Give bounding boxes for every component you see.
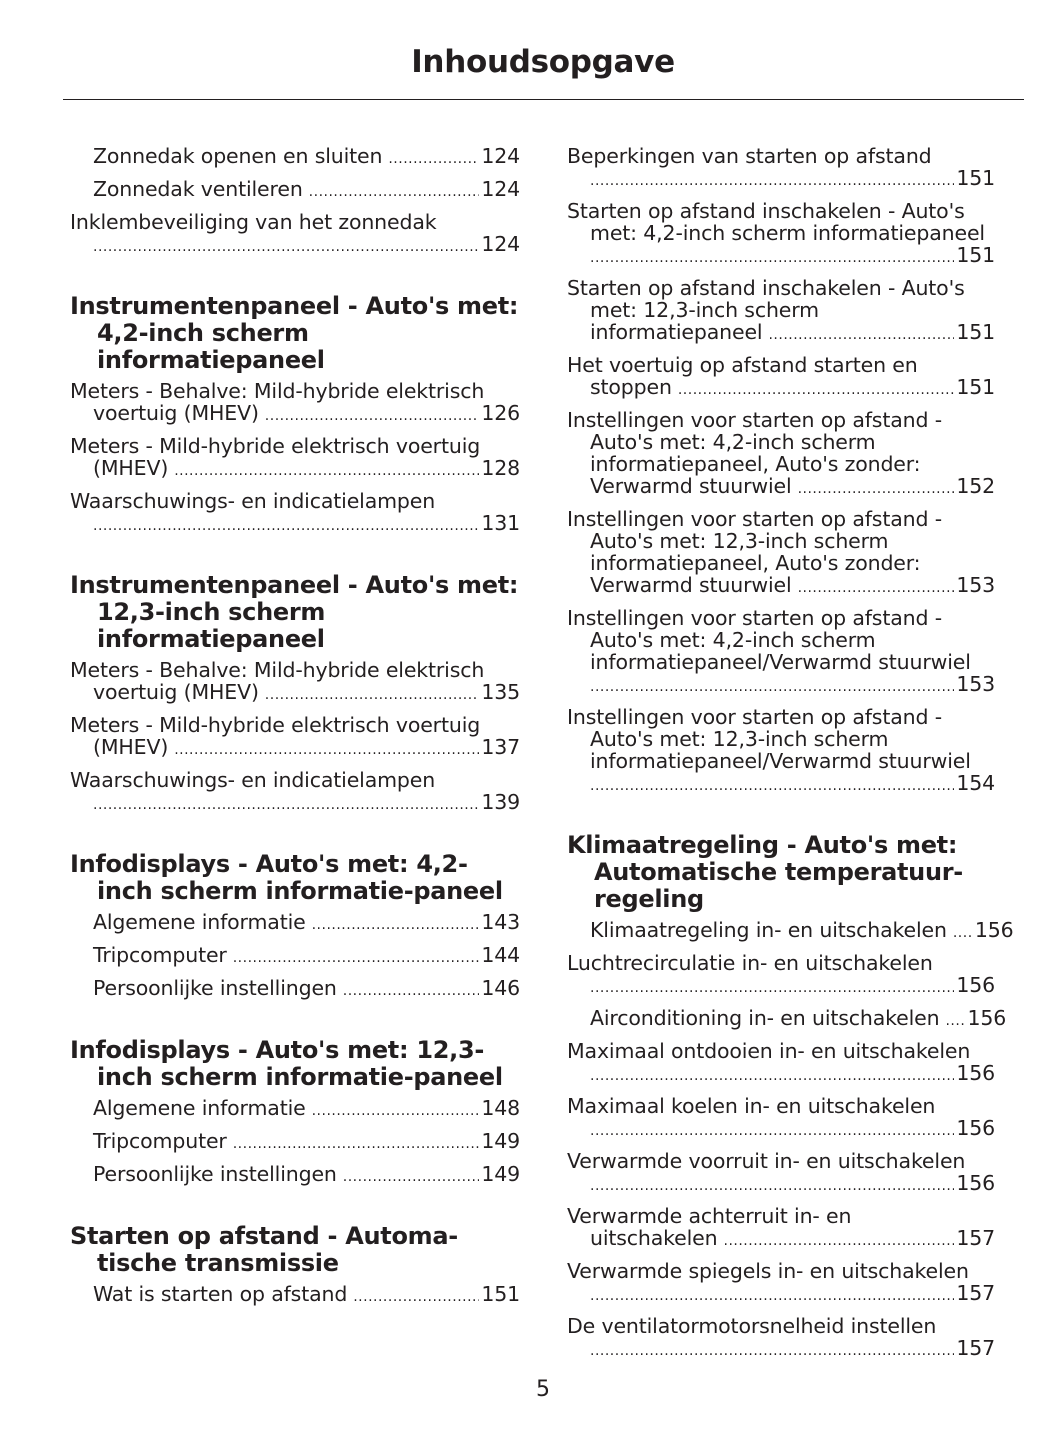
section-spacer (70, 266, 520, 293)
dot-leader (953, 922, 973, 944)
toc-page-number: 139 (481, 790, 520, 814)
toc-entry-text: Algemene informatie (93, 910, 306, 934)
toc-entry-text: Auto's met: 12,3-inch scherm (590, 529, 889, 553)
toc-entry-text: Zonnedak openen en sluiten (93, 144, 383, 168)
toc-entry[interactable] (70, 435, 520, 482)
toc-page-number: 153 (956, 672, 995, 696)
toc-entry-text: Auto's met: 12,3-inch scherm (590, 727, 889, 751)
section-spacer (70, 824, 520, 851)
toc-entry[interactable] (567, 1315, 995, 1362)
toc-entry-text: (MHEV) (93, 456, 169, 480)
section-heading: Instrumentenpaneel - Auto's met: 4,2-inch scherm informatiepaneel (70, 292, 519, 374)
toc-page-number: 153 (956, 573, 995, 597)
toc-entry-text: informatiepaneel, Auto's zonder: (590, 551, 921, 575)
toc-page-number: 144 (481, 943, 520, 967)
toc-page-number: 151 (956, 166, 995, 190)
dot-leader (174, 739, 479, 761)
toc-page-number: 151 (956, 375, 995, 399)
toc-page-number: 157 (956, 1226, 995, 1250)
toc-page-number: 131 (481, 511, 520, 535)
toc-entry[interactable] (567, 145, 995, 192)
title-divider (63, 99, 1024, 100)
section-heading: Klimaatregeling - Auto's met: Automatische temperatuur-regeling (567, 831, 963, 913)
dot-leader (724, 1230, 955, 1252)
dot-leader (798, 478, 955, 500)
toc-entry[interactable] (70, 380, 520, 427)
toc-entry[interactable] (70, 769, 520, 816)
dot-leader (93, 794, 479, 816)
dot-leader (590, 977, 954, 999)
toc-entry[interactable] (70, 178, 520, 203)
toc-entry[interactable] (567, 918, 1014, 944)
toc-entry[interactable] (567, 277, 995, 346)
toc-entry-text: informatiepaneel (590, 320, 763, 344)
dot-leader (768, 324, 954, 346)
toc-entry-text: Instellingen voor starten op afstand - (567, 507, 942, 531)
dot-leader (590, 170, 954, 192)
dot-leader (93, 236, 479, 258)
toc-page-number: 152 (956, 474, 995, 498)
toc-entry-text: Persoonlijke instellingen (93, 976, 337, 1000)
page-title: Inhoudsopgave (411, 44, 675, 80)
toc-entry-text: Zonnedak ventileren (93, 177, 303, 201)
toc-entry-text: informatiepaneel/Verwarmd stuurwiel (590, 749, 971, 773)
toc-column-right (567, 144, 1014, 1370)
toc-page-number: 157 (956, 1336, 995, 1360)
toc-page-number: 156 (956, 973, 995, 997)
toc-page-number: 156 (974, 918, 1014, 942)
toc-entry-text: voertuig (MHEV) (93, 680, 259, 704)
toc-entry[interactable] (70, 1163, 520, 1188)
dot-leader (590, 1340, 954, 1362)
toc-entry[interactable] (70, 490, 520, 537)
toc-page-number: 148 (481, 1096, 520, 1120)
toc-entry-text: Meters - Behalve: Mild-hybride elektrisch (70, 658, 485, 682)
toc-entry-text: uitschakelen (590, 1226, 718, 1250)
toc-entry[interactable] (567, 1040, 995, 1087)
dot-leader (174, 460, 479, 482)
dot-leader (590, 1065, 954, 1087)
toc-entry-text: Maximaal koelen in- en uitschakelen (567, 1094, 936, 1118)
toc-entry-text: stoppen (590, 375, 672, 399)
toc-entry-text: Maximaal ontdooien in- en uitschakelen (567, 1039, 971, 1063)
toc-page-number: 151 (481, 1282, 520, 1306)
toc-entry[interactable] (70, 1283, 520, 1308)
toc-entry-text: Het voertuig op afstand starten en (567, 353, 918, 377)
toc-entry[interactable] (70, 659, 520, 706)
toc-entry-text: Luchtrecirculatie in- en uitschakelen (567, 951, 933, 975)
dot-leader (590, 775, 954, 797)
toc-entry-text: Verwarmde spiegels in- en uitschakelen (567, 1259, 969, 1283)
toc-entry[interactable] (567, 706, 995, 797)
dot-leader (233, 947, 480, 969)
toc-entry-text: Starten op afstand inschakelen - Auto's (567, 276, 965, 300)
toc-entry-text: (MHEV) (93, 735, 169, 759)
section-heading: Infodisplays - Auto's met: 12,3-inch scherm informatie-paneel (70, 1036, 503, 1091)
toc-page-number: 149 (481, 1162, 520, 1186)
section-heading: Infodisplays - Auto's met: 4,2-inch scherm informatie-paneel (70, 850, 503, 905)
toc-entry[interactable] (567, 354, 995, 401)
toc-entry-text: Meters - Mild-hybride elektrisch voertuig (70, 713, 481, 737)
section-spacer (70, 1010, 520, 1037)
toc-entry[interactable] (567, 1260, 995, 1307)
toc-entry-text: Tripcomputer (93, 1129, 227, 1153)
toc-page-number: 151 (956, 320, 995, 344)
toc-entry-text: met: 12,3-inch scherm (590, 298, 819, 322)
section-spacer (567, 805, 995, 832)
toc-entry-text: Verwarmde achterruit in- en (567, 1204, 852, 1228)
toc-entry[interactable] (567, 1205, 995, 1252)
toc-page-number: 124 (481, 232, 520, 256)
toc-entry[interactable] (70, 1097, 520, 1122)
dot-leader (388, 148, 479, 170)
section-heading: Instrumentenpaneel - Auto's met: 12,3-inch scherm informatiepaneel (70, 571, 519, 653)
toc-entry-text: Verwarmd stuurwiel (590, 573, 792, 597)
toc-page-number: 124 (481, 144, 520, 168)
dot-leader (343, 980, 480, 1002)
toc-entry[interactable] (567, 1095, 995, 1142)
toc-entry[interactable] (567, 607, 995, 698)
dot-leader (93, 515, 479, 537)
dot-leader (590, 247, 954, 269)
toc-page-number: 124 (481, 177, 520, 201)
toc-entry-text: Verwarmde voorruit in- en uitschakelen (567, 1149, 966, 1173)
toc-entry-text: Instellingen voor starten op afstand - (567, 408, 942, 432)
toc-entry-text: Starten op afstand inschakelen - Auto's (567, 199, 965, 223)
dot-leader (312, 1100, 480, 1122)
toc-entry[interactable] (567, 409, 995, 500)
toc-page-number: 149 (481, 1129, 520, 1153)
dot-leader (590, 1120, 954, 1142)
toc-entry-text: informatiepaneel, Auto's zonder: (590, 452, 921, 476)
toc-page-number: 157 (956, 1281, 995, 1305)
toc-page-number: 156 (956, 1061, 995, 1085)
dot-leader (265, 684, 480, 706)
page-number: 5 (536, 1377, 550, 1402)
dot-leader (590, 1285, 954, 1307)
toc-entry[interactable] (70, 1130, 520, 1155)
toc-entry-text: Instellingen voor starten op afstand - (567, 705, 942, 729)
toc-entry-text: Klimaatregeling in- en uitschakelen (590, 918, 947, 942)
toc-entry-text: Algemene informatie (93, 1096, 306, 1120)
toc-entry[interactable] (567, 952, 995, 999)
toc-entry[interactable] (70, 911, 520, 936)
toc-entry-text: Beperkingen van starten op afstand (567, 144, 932, 168)
toc-entry-text: informatiepaneel/Verwarmd stuurwiel (590, 650, 971, 674)
toc-page-number: 156 (967, 1006, 1007, 1030)
toc-entry-text: Waarschuwings- en indicatielampen (70, 768, 436, 792)
section-spacer (70, 1196, 520, 1223)
dot-leader (678, 379, 954, 401)
toc-column-left (70, 145, 520, 1316)
dot-leader (798, 577, 955, 599)
toc-entry-text: Waarschuwings- en indicatielampen (70, 489, 436, 513)
toc-entry-text: Verwarmd stuurwiel (590, 474, 792, 498)
toc-entry-text: Airconditioning in- en uitschakelen (590, 1006, 940, 1030)
toc-page-number: 156 (956, 1116, 995, 1140)
toc-page-number: 126 (481, 401, 520, 425)
dot-leader (309, 181, 480, 203)
toc-entry[interactable] (567, 1150, 995, 1197)
dot-leader (590, 676, 954, 698)
dot-leader (353, 1286, 479, 1308)
toc-entry[interactable] (70, 145, 520, 170)
dot-leader (343, 1166, 480, 1188)
toc-entry[interactable] (567, 200, 995, 269)
toc-entry-text: Auto's met: 4,2-inch scherm (590, 430, 876, 454)
toc-entry-text: Meters - Behalve: Mild-hybride elektrisch (70, 379, 485, 403)
toc-entry[interactable] (70, 211, 520, 258)
dot-leader (233, 1133, 480, 1155)
toc-page-number: 137 (481, 735, 520, 759)
toc-entry[interactable] (70, 714, 520, 761)
toc-entry[interactable] (70, 977, 520, 1002)
toc-entry-text: met: 4,2-inch scherm informatiepaneel (590, 221, 985, 245)
toc-page-number: 156 (956, 1171, 995, 1195)
toc-page-number: 154 (956, 771, 995, 795)
toc-entry-text: Wat is starten op afstand (93, 1282, 348, 1306)
toc-entry-text: Instellingen voor starten op afstand - (567, 606, 942, 630)
toc-entry-text: voertuig (MHEV) (93, 401, 259, 425)
dot-leader (590, 1175, 954, 1197)
toc-page-number: 143 (481, 910, 520, 934)
toc-entry[interactable] (567, 1006, 1007, 1032)
dot-leader (312, 914, 480, 936)
dot-leader (945, 1010, 965, 1032)
toc-entry-text: Persoonlijke instellingen (93, 1162, 337, 1186)
section-spacer (70, 545, 520, 572)
toc-entry-text: Inklembeveiliging van het zonnedak (70, 210, 437, 234)
section-heading: Starten op afstand - Automa-tische transmissie (70, 1222, 458, 1277)
toc-entry-text: De ventilatormotorsnelheid instellen (567, 1314, 937, 1338)
toc-page-number: 151 (956, 243, 995, 267)
toc-page-number: 128 (481, 456, 520, 480)
toc-entry[interactable] (567, 508, 995, 599)
toc-entry[interactable] (70, 944, 520, 969)
toc-page-number: 135 (481, 680, 520, 704)
dot-leader (265, 405, 480, 427)
toc-entry-text: Meters - Mild-hybride elektrisch voertuig (70, 434, 481, 458)
toc-page-number: 146 (481, 976, 520, 1000)
toc-entry-text: Tripcomputer (93, 943, 227, 967)
toc-entry-text: Auto's met: 4,2-inch scherm (590, 628, 876, 652)
